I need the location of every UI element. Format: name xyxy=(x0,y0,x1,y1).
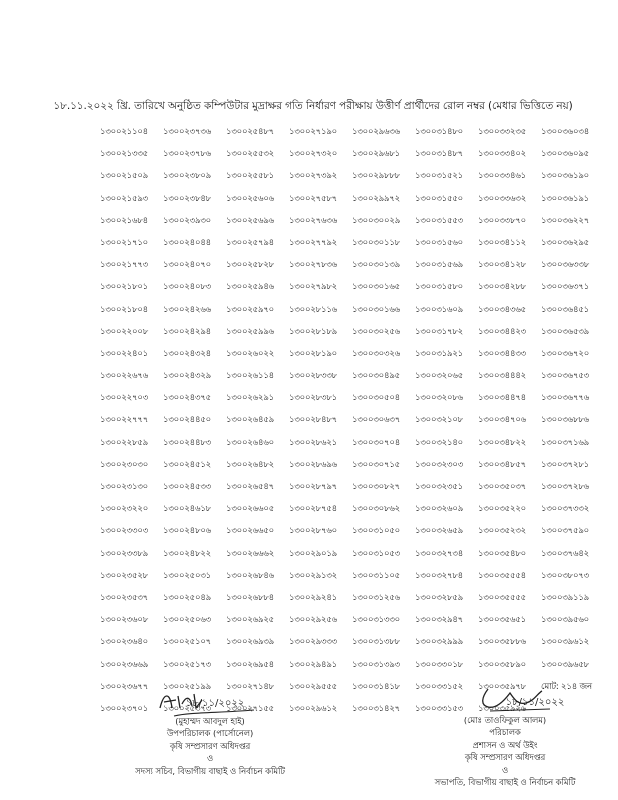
roll-number-cell: ১৩০০৩৪১১২ xyxy=(478,237,526,248)
roll-number-cell: ১৩০০৩০৮৬২ xyxy=(352,504,401,515)
signatory-designation: পরিচালক xyxy=(489,727,521,737)
roll-number-cell: ১৩০০৩৭৫৯০ xyxy=(541,526,590,537)
roll-number-cell: ১৩০০৩১৬০৯ xyxy=(415,304,464,315)
roll-number-cell: ১৩০০২৯৪৯১ xyxy=(289,659,337,670)
roll-number-cell: ১৩০০৩৮০৭৩ xyxy=(541,570,590,581)
roll-number-cell: ১৩০০৩২৩০৩ xyxy=(415,459,464,470)
roll-number-cell: ১৩০০২৪২৯৪ xyxy=(163,326,211,337)
roll-number-cell: ১৩০০৩১৪১৮ xyxy=(352,681,400,692)
roll-number-cell: ১৩০০৩৫৫৫৪ xyxy=(478,570,526,581)
roll-number-cell: ১৩০০২৭৭৯২ xyxy=(289,237,338,248)
roll-number-cell: ১৩০০৩৩১৫২ xyxy=(415,681,464,692)
roll-number-cell: ১৩০০৩০২৫৬ xyxy=(352,326,401,337)
roll-number-cell: ১৩০০৩১৪৮৭ xyxy=(415,149,463,160)
signature-block-right xyxy=(400,683,610,789)
roll-number-cell: ১৩০০৩২৭৩৪ xyxy=(415,548,464,559)
roll-number-cell: ১৩০০৩৯৬১২ xyxy=(541,637,590,648)
roll-number-cell: ১৩০০৩০৭১৫ xyxy=(352,459,401,470)
roll-number-cell: ১৩০০৩১৩৩০ xyxy=(352,615,401,626)
roll-number-cell: ১৩০০৩৪৪৪২ xyxy=(478,371,526,382)
roll-number-cell: ১৩০০২৫৪৮৭ xyxy=(226,127,274,137)
roll-number-cell: ১৩০০২৫৩৭৩ xyxy=(163,703,212,714)
roll-number-cell: ১৩০০৩১৫৫৩ xyxy=(415,215,463,226)
roll-number-cell: ১৩০০৩৪৩৬৫ xyxy=(478,304,527,315)
roll-number-cell: ১৩০০২৮৭৯৭ xyxy=(289,482,338,492)
roll-number-cell: ১৩০০৩০৪৯৫ xyxy=(352,371,400,382)
roll-number-cell: ১৩০০২৪৪৫০ xyxy=(163,415,211,426)
roll-number-cell: ১৩০০৩৬৩৭১ xyxy=(541,282,590,293)
signature-date: ১৮/১১/২০২২ xyxy=(505,697,565,708)
roll-number-cell: ১৩০০৩০৩২৬ xyxy=(352,348,401,359)
roll-number-cell: ১৩০০২৩৬০৮ xyxy=(100,615,149,626)
roll-number-cell: ১৩০০৩২০৬৫ xyxy=(415,371,464,382)
roll-number-cell: ১৩০০২৩৬৭৭ xyxy=(100,681,149,692)
roll-number-cell: ১৩০০২৫১০৭ xyxy=(163,637,212,648)
roll-number-cell: ১৩০০২৪৩৭৫ xyxy=(163,393,212,404)
roll-number-cell: ১৩০০২৫৯৭০ xyxy=(226,304,275,315)
roll-number-cell: ১৩০০২৯৬১২ xyxy=(289,703,338,714)
roll-number-cell: ১৩০০৩৩৮৭০ xyxy=(478,215,527,226)
roll-number-cell: ১৩০০২৬৯৫৪ xyxy=(226,659,274,670)
roll-number-cell: ১৩০০২৪০৭০ xyxy=(163,260,212,271)
roll-number-cell: ১৩০০২৮৬৯৬ xyxy=(289,459,338,470)
roll-number-cell: ১৩০০৩১০৫৩ xyxy=(352,548,401,559)
roll-number-cell: ১৩০০২৪৮২২ xyxy=(163,548,212,559)
roll-number-cell: ১৩০০২৮৬২১ xyxy=(289,437,338,448)
roll-number-cell: ১৩০০৩৫০৩৭ xyxy=(478,482,527,492)
roll-number-cell: ১৩০০২২৪০১ xyxy=(100,348,149,359)
roll-number-cell: ১৩০০৩১২৫৬ xyxy=(352,592,401,603)
conjunction: ও xyxy=(206,753,214,763)
roll-number-cell: ১৩০০২৮৭৬০ xyxy=(289,526,338,537)
roll-number-cell: ১৩০০২৮৪৮৭ xyxy=(289,415,337,426)
roll-number-cell: ১৩০০২৭৬৩৬ xyxy=(289,215,338,226)
roll-number-cell: ১৩০০৩৬২৯৫ xyxy=(541,237,590,248)
roll-number-cell: ১৩০০৩৪৪৩৩ xyxy=(478,348,527,359)
roll-number-cell: ১৩০০৩৭৬৪২ xyxy=(541,548,590,559)
roll-number-cell: ১৩০০২৭৮৩৬ xyxy=(289,260,338,271)
roll-number-cell: ১৩০০২৩৭০১ xyxy=(100,703,149,714)
roll-number-cell: ১৩০০৩৪৪৭৪ xyxy=(478,393,526,404)
roll-number-cell: ১৩০০২৯০১৯ xyxy=(289,548,337,559)
roll-number-cell: ১৩০০৩৬১৯১ xyxy=(541,193,589,204)
roll-number-cell: ১৩০০৩০০২৯ xyxy=(352,215,401,226)
roll-number-cell: ১৩০০৩৬৭৫৩ xyxy=(541,371,590,382)
roll-number-cell: ১৩০০৩৩১৫৩ xyxy=(415,703,464,714)
signatory-name: (মুহাম্মদ আবদুল হাই) xyxy=(175,715,245,726)
roll-number-cell: ১৩০০২৬৯২৫ xyxy=(226,615,275,626)
roll-number-cell: ১৩০০৩৪৪২৩ xyxy=(478,326,527,337)
roll-number-cell: ১৩০০২৮৩৩৮ xyxy=(289,371,338,382)
roll-number-cell: ১৩০০২৮১১৬ xyxy=(289,304,337,315)
roll-number-cell: ১৩০০২৬৬০৫ xyxy=(226,504,275,515)
roll-number-cell: ১৩০০২৬১১৪ xyxy=(226,371,274,382)
roll-number-cell: ১৩০০৩০১৬৬ xyxy=(352,304,401,315)
roll-number-cell: ১৩০০২৫৮২৮ xyxy=(226,260,274,271)
signature-block-left xyxy=(120,686,300,777)
roll-number-cell: ১৩০০৩৫৯৭৮ xyxy=(478,681,526,692)
roll-number-cell: ১৩০০২৫০৩১ xyxy=(163,570,212,581)
roll-number-cell: ১৩০০৩০১৩৯ xyxy=(352,260,401,271)
roll-number-cell: ১৩০০২২৭৭৭ xyxy=(100,415,149,426)
roll-number-cell: ১৩০০২৫৭৯৪ xyxy=(226,237,274,248)
roll-number-cell: ১৩০০২৩০৩০ xyxy=(100,459,149,470)
roll-number-cell: ১৩০০২৯৬৮১ xyxy=(352,149,400,160)
roll-number-cell: ১৩০০২৯১৩২ xyxy=(289,570,338,581)
roll-number-cell: ১৩০০২৪৫৩৩ xyxy=(163,482,212,492)
roll-number-cell: ১৩০০২৯৩৩৩ xyxy=(289,637,338,648)
roll-number-cell: ১৩০০৩৫২২০ xyxy=(478,504,527,515)
roll-number-cell: ১৩০০২৩৫৩৭ xyxy=(100,592,149,603)
roll-number-cell: ১৩০০৩০১১৮ xyxy=(352,237,400,248)
committee-role: সভাপতি, বিভাগীয় বাছাই ও নির্বাচন কমিটি xyxy=(434,777,576,787)
roll-number-cell: ১৩০০৩০৮২৭ xyxy=(352,482,401,492)
roll-number-cell: ১৩০০৩২১০৮ xyxy=(415,415,464,426)
roll-number-cell: ১৩০০২৫০৬৩ xyxy=(163,615,212,626)
roll-number-cell: ১৩০০২২৮৫৯ xyxy=(100,437,148,448)
roll-number-cell: ১৩০০৩২৬৫৯ xyxy=(415,526,464,537)
roll-number-cell: ১৩০০৩৩৬৩২ xyxy=(478,193,527,204)
roll-number-cell: ১৩০০২৬৬৬২ xyxy=(226,548,275,559)
roll-number-cell: ১৩০০৩১৫৮০ xyxy=(415,282,463,293)
roll-number-cell: ১৩০০৩১০৫০ xyxy=(352,526,401,537)
conjunction: ও xyxy=(501,764,509,775)
roll-number-cell: ১৩০০৩২৯৪৭ xyxy=(415,615,464,626)
roll-number-cell: ১৩০০২৪৬১৮ xyxy=(163,504,211,515)
roll-number-cell: ১৩০০২২৬৭৬ xyxy=(100,371,149,382)
roll-number-cell: ১৩০০২৯৬৩৬ xyxy=(352,127,401,137)
roll-number-cell: ১৩০০৩৭২৮১ xyxy=(541,459,590,470)
roll-number-cell: ১৩০০৩২৭৮৪ xyxy=(415,570,464,581)
roll-number-cell: ১৩০০৩৭৩৩২ xyxy=(541,504,590,515)
roll-number-cell: ১৩০০২৬৯৩৯ xyxy=(226,637,275,648)
roll-number-cell: ১৩০০৩৫৯২৬ xyxy=(478,703,527,714)
roll-number-cell: ১৩০০৩৪১২৮ xyxy=(478,260,526,271)
roll-number-cell: ১৩০০২৫৫৩২ xyxy=(226,149,275,160)
roll-number-cell: ১৩০০৩৯১১৯ xyxy=(541,592,589,603)
roll-number-cell: ১৩০০৩১১০৫ xyxy=(352,570,400,581)
roll-number-cell: ১৩০০২৫০৪৯ xyxy=(163,592,211,603)
roll-number-cell: ১৩০০২৩১৩০ xyxy=(100,482,149,492)
roll-number-cell: ১৩০০২৩৩০৩ xyxy=(100,526,149,537)
roll-number-cell: ১৩০০২৮১৮৯ xyxy=(289,326,337,337)
roll-number-cell: ১৩০০২৬৮৪৬ xyxy=(226,570,275,581)
roll-number-cell: ১৩০০৩৩৪০২ xyxy=(478,149,527,160)
roll-number-cell: ১৩০০২৪৫১২ xyxy=(163,459,211,470)
roll-number-cell: ১৩০০২৭১৫৫ xyxy=(226,703,274,714)
roll-number-cell: ১৩০০৩৬৩৩৮ xyxy=(541,260,590,271)
roll-number-cell: ১৩০০২৪৮০৬ xyxy=(163,526,212,537)
roll-number-cell: ১৩০০২১১০৪ xyxy=(100,127,148,137)
roll-number-cell: ১৩০০২৩৭৮৬ xyxy=(163,149,212,160)
roll-number-cell: ১৩০০২১৫৯৩ xyxy=(100,193,148,204)
roll-number-cell: ১৩০০২৪০৮৩ xyxy=(163,282,212,293)
roll-number-cell: ১৩০০৩৬৮৮৬ xyxy=(541,415,590,426)
roll-number-cell: ১৩০০২২০০৮ xyxy=(100,326,149,337)
roll-number-cell: ১৩০০৩১৩৯৩ xyxy=(352,659,401,670)
roll-number-cell: ১৩০০৩১৭৮২ xyxy=(415,326,464,337)
roll-number-cell: ১৩০০২১৩৩৫ xyxy=(100,149,149,160)
roll-number-cell: ১৩০০৩০১৬৫ xyxy=(352,282,401,293)
roll-number-cell: ১৩০০২৩৭৩৬ xyxy=(163,127,212,137)
roll-number-cell: ১৩০০৩৭২৮৬ xyxy=(541,482,590,492)
roll-number-cell: ১৩০০৩০৭০৪ xyxy=(352,437,401,448)
roll-number-cell: ১৩০০৩২৯৯৯ xyxy=(415,637,463,648)
roll-number-cell: ১৩০০২৫৬০৬ xyxy=(226,193,275,204)
signature-date: ১৮/১১/২০২২ xyxy=(185,698,245,709)
roll-number-cell: ১৩০০৩০৫০৪ xyxy=(352,393,401,404)
roll-number-cell: ১৩০০২২৭০৩ xyxy=(100,393,149,404)
roll-number-cell: ১৩০০৩০৬৩৭ xyxy=(352,415,401,426)
roll-number-cell: ১৩০০৩৪৮৫৭ xyxy=(478,459,526,470)
roll-number-cell: ১৩০০২৩২২০ xyxy=(100,504,149,515)
roll-number-cell: ১৩০০২৬৮৮৪ xyxy=(226,592,274,603)
roll-number-cell: ১৩০০২৫১৯৯ xyxy=(163,681,211,692)
roll-number-cell: ১৩০০২৬০২২ xyxy=(226,348,275,359)
roll-number-cell: ১৩০০২১৮০১ xyxy=(100,282,148,293)
roll-number-cell: ১৩০০৩৫৮৮৬ xyxy=(478,637,526,648)
roll-number-cell: ১৩০০৩১৫৫০ xyxy=(415,193,463,204)
roll-number-cell: ১৩০০৩৭১৬৯ xyxy=(541,437,590,448)
roll-number-cell: ১৩০০২৬৪৮২ xyxy=(226,459,275,470)
roll-number-cell: ১৩০০৩২১৪০ xyxy=(415,437,464,448)
roll-number-cell: ১৩০০৩১৪২৭ xyxy=(352,703,401,714)
roll-number-cell: ১৩০০৩১৪৮০ xyxy=(415,127,463,137)
roll-number-cell: ১৩০০২৯২৪১ xyxy=(289,592,337,603)
roll-number-cell: ১৩০০৩৫৮৯০ xyxy=(478,659,526,670)
roll-number-cell: ১৩০০২৪২৬৬ xyxy=(163,304,212,315)
roll-number-cell: ১৩০০৩৬০৯৫ xyxy=(541,149,590,160)
roll-number-cell: ১৩০০২৭১৯০ xyxy=(289,127,338,137)
roll-number-cell: ১৩০০৩৫৫৫৫ xyxy=(478,592,526,603)
roll-number-cell: ১৩০০৩১৫২১ xyxy=(415,171,463,182)
signatory-wing: প্রশাসন ও অর্থ উইং xyxy=(472,739,538,750)
roll-number-cell: ১৩০০২৬২৯১ xyxy=(226,393,275,404)
roll-number-cell: ১৩০০২৬৪৬০ xyxy=(226,437,275,448)
roll-number-cell: ১৩০০৩২৮৫৯ xyxy=(415,592,463,603)
roll-number-cell: ১৩০০৩৯৫৬০ xyxy=(541,615,590,626)
roll-number-cell: ১৩০০২৩৯৩০ xyxy=(163,215,212,226)
roll-number-cell: ১৩০০২৫৯৯৬ xyxy=(226,326,274,337)
roll-number-cell: ১৩০০২৩৬৬৯ xyxy=(100,659,149,670)
roll-number-cell: ১৩০০২৩৩৮৯ xyxy=(100,548,149,559)
signatory-office: কৃষি সম্প্রসারণ অধিদপ্তর xyxy=(464,752,546,762)
roll-number-cell: ১৩০০৩৬৭৭৬ xyxy=(541,393,590,404)
roll-number-cell: ১৩০০২৬৬৫০ xyxy=(226,526,275,537)
roll-number-cell: ১৩০০৩২০৮৬ xyxy=(415,393,464,404)
roll-number-cell: ১৩০০২৫৬৯৬ xyxy=(226,215,275,226)
roll-number-cell: ১৩০০২৯৯৭২ xyxy=(352,193,401,204)
roll-number-cell: ১৩০০৩৬৫৩৯ xyxy=(541,326,590,337)
roll-number-cell: ১৩০০২১৮০৪ xyxy=(100,304,148,315)
roll-number-cell: ১৩০০২৬৫৪৭ xyxy=(226,482,275,492)
roll-number-cell: ১৩০০২৩৫২৮ xyxy=(100,570,149,581)
roll-number-cell: ১৩০০২৮৩৮১ xyxy=(289,393,337,404)
roll-number-cell: ১৩০০২৭১৪৮ xyxy=(226,681,274,692)
roll-number-cell: ১৩০০২১৬৮৪ xyxy=(100,215,148,226)
roll-number-table xyxy=(100,124,610,723)
roll-number-cell: ১৩০০২৩৮০৯ xyxy=(163,171,212,182)
roll-number-cell: ১৩০০৩১৫৬৯ xyxy=(415,260,463,271)
committee-role: সদস্য সচিব, বিভাগীয় বাছাই ও নির্বাচন কমিটি xyxy=(135,765,285,776)
roll-number-cell: ১৩০০২৭৯৮২ xyxy=(289,282,338,293)
roll-number-cell: ১৩০০৩৬৪৫১ xyxy=(541,304,589,315)
roll-number-cell: ১৩০০৩৪২৮৮ xyxy=(478,282,526,293)
roll-number-cell: ১৩০০৩২৬০৯ xyxy=(415,504,464,515)
roll-number-cell: ১৩০০৩১৫৬০ xyxy=(415,237,464,248)
roll-number-cell: ১৩০০২৫১৭৩ xyxy=(163,659,212,670)
roll-number-cell: ১৩০০২৬৪৫৯ xyxy=(226,415,274,426)
roll-number-cell: ১৩০০৩৪৭০৬ xyxy=(478,415,527,426)
roll-number-cell: ১৩০০২৪৪৮৩ xyxy=(163,437,211,448)
roll-number-cell: ১৩০০২৯২৫৬ xyxy=(289,615,338,626)
roll-number-cell: ১৩০০২৫৯৪৬ xyxy=(226,282,274,293)
roll-number-cell: ১৩০০২৩৮৪৮ xyxy=(163,193,211,204)
roll-number-cell: ১৩০০২১৭১০ xyxy=(100,237,149,248)
roll-number-cell: ১৩০০৩৬৭২০ xyxy=(541,348,590,359)
roll-number-cell: ১৩০০৩৩০১৮ xyxy=(415,659,464,670)
roll-number-cell: ১৩০০৩২৩৫১ xyxy=(415,482,464,492)
roll-number-cell: ১৩০০২৭৩২০ xyxy=(289,149,338,160)
signatory-designation: উপপরিচালক (পার্সোনেল) xyxy=(166,728,254,738)
roll-number-cell: ১৩০০২৮৭৫৪ xyxy=(289,504,337,515)
roll-number-cell: ১৩০০৩৬২২৭ xyxy=(541,215,590,226)
roll-number-cell: ১৩০০২৩৬৪০ xyxy=(100,637,149,648)
roll-number-cell: ১৩০০৩৯৬৫৮ xyxy=(541,659,589,670)
roll-number-cell: ১৩০০২৭৫৮৭ xyxy=(289,193,338,204)
roll-number-cell: ১৩০০৩৪৮২২ xyxy=(478,437,527,448)
roll-number-cell: ১৩০০৩৫৪৮০ xyxy=(478,548,526,559)
roll-number-cell: ১৩০০২৯৫৫৫ xyxy=(289,681,337,692)
page-title: ১৮.১১.২০২২ খ্রি. তারিখে অনুষ্ঠিত কম্পিউটার মুদ্রাক্ষর গতি নির্ধারণ পরীক্ষায় উত্তীর্ণ প্রার্থীদের রোল নম্বর (মেধার ভিত্তিতে নয়) xyxy=(53,100,573,112)
roll-number-cell: ১৩০০২৯৮৮৮ xyxy=(352,171,400,182)
roll-number-cell: ১৩০০৩৫২৩২ xyxy=(478,526,527,537)
roll-number-cell: ১৩০০৩৬০৩৪ xyxy=(541,127,590,137)
roll-number-cell: ১৩০০২৮১৯০ xyxy=(289,348,337,359)
roll-number-cell: ১৩০০২৭৩৯২ xyxy=(289,171,338,182)
roll-number-cell: ১৩০০২১৭৭৩ xyxy=(100,260,149,271)
signatory-name: (মোঃ তাওফিকুল আলম) xyxy=(463,714,547,725)
roll-number-cell: ১৩০০২৪০৪৪ xyxy=(163,237,211,248)
roll-number-cell: ১৩০০২৪৩২৪ xyxy=(163,348,212,359)
signatory-office: কৃষি সম্প্রসারণ অধিদপ্তর xyxy=(169,740,251,751)
roll-number-cell: ১৩০০৩৬১৯০ xyxy=(541,171,590,182)
roll-number-cell: ১৩০০৩৫৬৫১ xyxy=(478,615,526,626)
roll-number-cell: ১৩০০৩১৯২১ xyxy=(415,348,463,359)
roll-number-cell: ১৩০০৩১৩৮৮ xyxy=(352,637,400,648)
roll-number-cell: ১৩০০৩৩৪৬১ xyxy=(478,171,527,182)
roll-number-cell: মোট: ২১৪ জন xyxy=(541,681,592,692)
roll-number-cell: ১৩০০২৫৫৮১ xyxy=(226,171,274,182)
roll-number-cell: ১৩০০৩৩২৩৫ xyxy=(478,127,527,137)
roll-number-cell: ১৩০০২৪৩২৯ xyxy=(163,371,212,382)
roll-number-cell: ১৩০০২১৫০৯ xyxy=(100,171,148,182)
